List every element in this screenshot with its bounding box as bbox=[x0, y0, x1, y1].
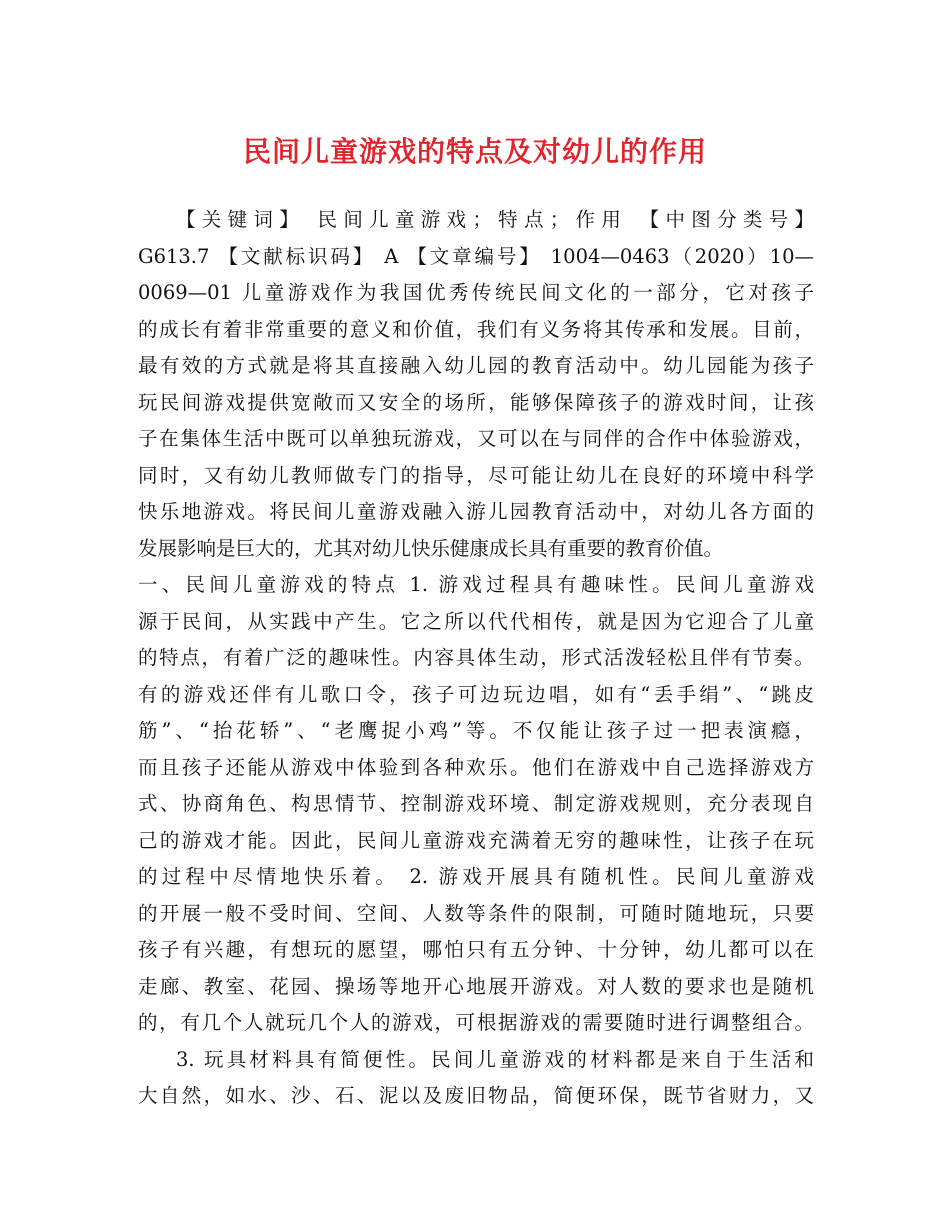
body-line: 最有效的方式就是将其直接融入幼儿园的教育活动中。幼儿园能为孩子 bbox=[138, 354, 814, 377]
body-line: 子在集体生活中既可以单独玩游戏，又可以在与同伴的合作中体验游戏， bbox=[138, 427, 814, 450]
body-line: 的开展一般不受时间、空间、人数等条件的限制，可随时随地玩，只要 bbox=[138, 901, 814, 925]
body-line: G613.7 【文献标识码】 A 【文章编号】 1004—0463（2020）10— bbox=[138, 244, 814, 268]
body-line: 玩民间游戏提供宽敞而又安全的场所，能够保障孩子的游戏时间，让孩 bbox=[138, 390, 814, 414]
body-line: 孩子有兴趣，有想玩的愿望，哪怕只有五分钟、十分钟，幼儿都可以在 bbox=[138, 938, 814, 961]
body-line: 0069—01 儿童游戏作为我国优秀传统民间文化的一部分，它对孩子 bbox=[138, 281, 814, 304]
body-line: 源于民间，从实践中产生。它之所以代代相传，就是因为它迎合了儿童 bbox=[138, 609, 814, 633]
body-line: 快乐地游戏。将民间儿童游戏融入游儿园教育活动中，对幼儿各方面的 bbox=[138, 500, 814, 523]
page-title: 民间儿童游戏的特点及对幼儿的作用 bbox=[242, 135, 707, 168]
body-line: 一、民间儿童游戏的特点 1. 游戏过程具有趣味性。民间儿童游戏 bbox=[138, 573, 814, 596]
body-line: 的过程中尽情地快乐着。 2. 游戏开展具有随机性。民间儿童游戏 bbox=[138, 865, 814, 888]
body-line: 发展影响是巨大的，尤其对幼儿快乐健康成长具有重要的教育价值。 bbox=[138, 536, 724, 560]
body-line: 而且孩子还能从游戏中体验到各种欢乐。他们在游戏中自己选择游戏方 bbox=[138, 755, 814, 779]
body-line: 己的游戏才能。因此，民间儿童游戏充满着无穷的趣味性，让孩子在玩 bbox=[138, 828, 814, 852]
body-line: 的特点，有着广泛的趣味性。内容具体生动，形式活泼轻松且伴有节奏。 bbox=[138, 646, 814, 669]
body-line: 同时，又有幼儿教师做专门的指导，尽可能让幼儿在良好的环境中科学 bbox=[138, 463, 814, 487]
body-line: 式、协商角色、构思情节、控制游戏环境、制定游戏规则，充分表现自 bbox=[138, 792, 814, 815]
body-line: 的成长有着非常重要的意义和价值，我们有义务将其传承和发展。目前， bbox=[138, 317, 814, 341]
body-line: 筋”、“抬花轿”、“老鹰捉小鸡”等。不仅能让孩子过一把表演瘾， bbox=[138, 719, 814, 742]
body-line: 3. 玩具材料具有简便性。民间儿童游戏的材料都是来自于生活和 bbox=[176, 1047, 814, 1071]
body-line: 大自然，如水、沙、石、泥以及废旧物品，简便环保，既节省财力，又 bbox=[138, 1084, 814, 1107]
body-line: 的，有几个人就玩几个人的游戏，可根据游戏的需要随时进行调整组合。 bbox=[138, 1011, 814, 1034]
body-line: 有的游戏还伴有儿歌口令，孩子可边玩边唱，如有“丢手绢”、“跳皮 bbox=[138, 682, 814, 706]
body-line: 【关键词】 民间儿童游戏；特点；作用 【中图分类号】 bbox=[176, 208, 814, 231]
body-line: 走廊、教室、花园、操场等地开心地展开游戏。对人数的要求也是随机 bbox=[138, 974, 814, 998]
article-body bbox=[138, 202, 814, 1115]
